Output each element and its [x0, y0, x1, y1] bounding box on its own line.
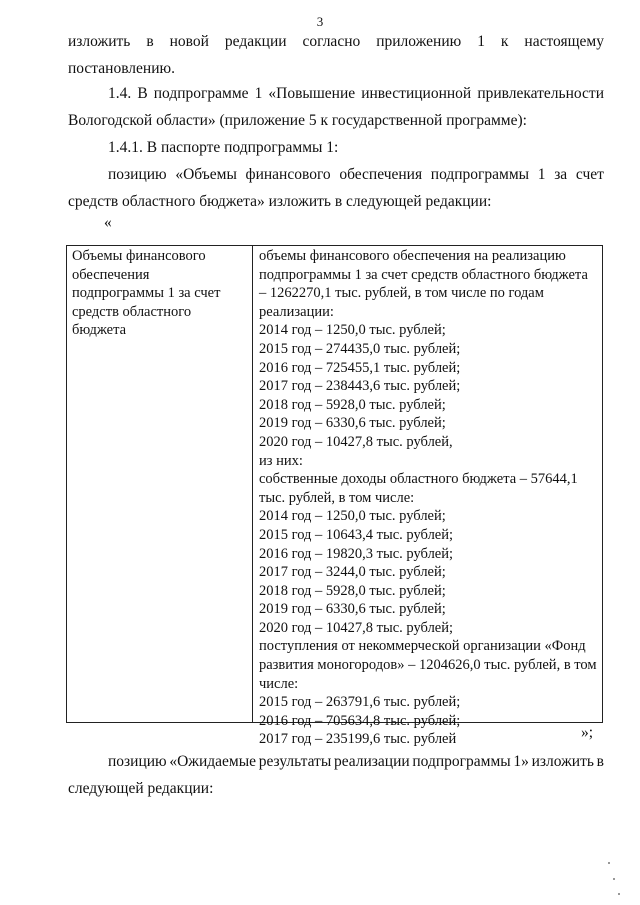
table-right-line: – 1262270,1 тыс. рублей, в том числе по годам — [259, 285, 544, 302]
table-right-line: 2020 год – 10427,8 тыс. рублей; — [259, 619, 454, 636]
word: «Объемы — [175, 166, 237, 183]
table-right-line: 2019 год – 6330,6 тыс. рублей; — [259, 601, 446, 618]
table-right-line: 2016 год – 725455,1 тыс. рублей; — [259, 359, 461, 376]
paragraph-2-line-2: Вологодской области» (приложение 5 к государственной программе): — [68, 112, 527, 129]
table-right-line: 2019 год – 6330,6 тыс. рублей; — [259, 415, 446, 432]
word: «Ожидаемые — [169, 753, 257, 770]
word: «Повышение — [268, 85, 356, 102]
paragraph-5-line-2: следующей редакции: — [68, 780, 214, 797]
table-right-line: 2016 год – 705634,8 тыс. рублей; — [259, 712, 461, 729]
table-right-line: подпрограммы 1 за счет средств областного бюджета — [259, 266, 588, 283]
table-right-line: реализации: — [259, 303, 334, 320]
paragraph-4-line-1 — [108, 161, 604, 188]
page-number: 3 — [316, 14, 324, 29]
word: 1.4. — [108, 85, 132, 102]
table-right-line: числе: — [259, 675, 299, 692]
table-cell-position-name — [67, 246, 253, 722]
word: позицию — [108, 753, 167, 770]
table-right-line: собственные доходы областного бюджета – 57644,1 — [259, 471, 578, 488]
word: к — [500, 33, 509, 50]
table-right-line: 2014 год – 1250,0 тыс. рублей; — [259, 322, 446, 339]
word: В — [137, 85, 148, 102]
table-right-line: 2015 год – 274435,0 тыс. рублей; — [259, 340, 461, 357]
paragraph-3: 1.4.1. В паспорте подпрограммы 1: — [108, 139, 339, 156]
word: подпрограмме — [153, 85, 249, 102]
word: согласно — [302, 33, 361, 50]
paragraph-5-line-1 — [108, 748, 604, 775]
table-left-line: средств областного — [72, 303, 192, 320]
table-cell-position-value — [253, 246, 602, 748]
word: в — [146, 33, 154, 50]
scan-artifact — [618, 893, 620, 895]
scan-artifact — [613, 878, 615, 880]
passport-table — [66, 245, 603, 748]
word: приложению — [376, 33, 462, 50]
table-right-line: 2017 год – 235199,6 тыс. рублей — [259, 731, 457, 748]
table-right-line: развития моногородов» – 1204626,0 тыс. рублей, в том — [259, 657, 597, 674]
word: финансового — [245, 166, 331, 183]
table-right-line: 2015 год – 10643,4 тыс. рублей; — [259, 526, 454, 543]
word: 1 — [254, 85, 263, 102]
word: реализации — [333, 753, 410, 770]
word: редакции — [224, 33, 287, 50]
table-right-line: 2016 год – 19820,3 тыс. рублей; — [259, 545, 454, 562]
word: обеспечения — [339, 166, 423, 183]
table-left-line: обеспечения — [72, 266, 150, 283]
word: в — [596, 753, 604, 770]
word: подпрограммы — [430, 166, 530, 183]
word: инвестиционной — [361, 85, 472, 102]
table-left-line: бюджета — [72, 322, 127, 339]
table-right-line: 2014 год – 1250,0 тыс. рублей; — [259, 508, 446, 525]
table-right-line: 2015 год – 263791,6 тыс. рублей; — [259, 694, 461, 711]
opening-quote: « — [104, 214, 112, 231]
closing-quote: »; — [581, 724, 594, 741]
table-right-line: 2020 год – 10427,8 тыс. рублей, — [259, 433, 453, 450]
word: 1» — [513, 753, 529, 770]
table-right-line: из них: — [259, 452, 303, 469]
paragraph-2-line-1 — [108, 80, 604, 107]
word: изложить — [68, 33, 131, 50]
word: результаты — [258, 753, 332, 770]
table-right-line: поступления от некоммерческой организации «Фонд — [259, 638, 586, 655]
table-right-line: 2017 год – 3244,0 тыс. рублей; — [259, 564, 446, 581]
word: новой — [169, 33, 209, 50]
paragraph-1-line-1 — [68, 28, 604, 55]
word: позицию — [108, 166, 167, 183]
table-left-line: Объемы финансового — [72, 248, 206, 264]
word: за — [554, 166, 568, 183]
table-right-line: тыс. рублей, в том числе: — [259, 489, 415, 506]
table-right-line: 2017 год – 238443,6 тыс. рублей; — [259, 378, 461, 395]
word: 1 — [477, 33, 485, 50]
word: настоящему — [524, 33, 604, 50]
word: изложить — [531, 753, 594, 770]
paragraph-4-line-2: средств областного бюджета» изложить в следующей редакции: — [68, 193, 492, 210]
word: подпрограммы — [412, 753, 511, 770]
paragraph-1-line-2: постановлению. — [68, 60, 175, 77]
word: счет — [575, 166, 604, 183]
table-right-line: объемы финансового обеспечения на реализацию — [259, 248, 566, 264]
table-right-line: 2018 год – 5928,0 тыс. рублей; — [259, 582, 446, 599]
table-left-line: подпрограммы 1 за счет — [72, 285, 221, 302]
table-right-line: 2018 год – 5928,0 тыс. рублей; — [259, 396, 446, 413]
word: привлекательности — [477, 85, 604, 102]
word: 1 — [537, 166, 546, 183]
scan-artifact — [608, 862, 610, 864]
